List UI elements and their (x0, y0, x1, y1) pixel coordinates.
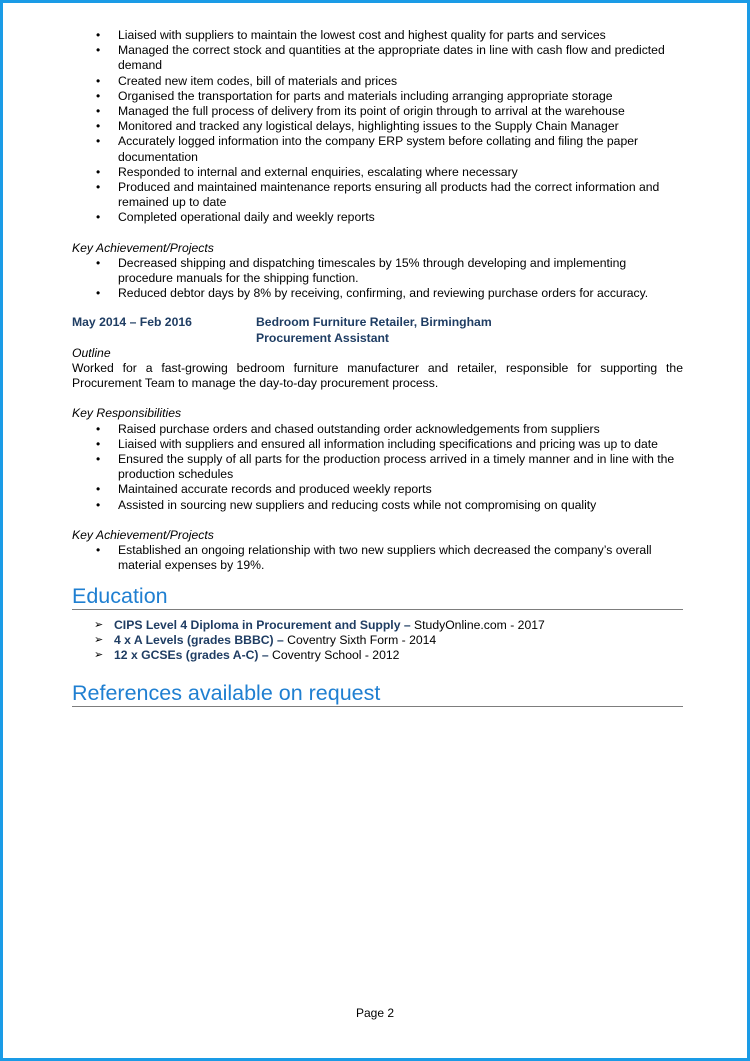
list-item: • Responded to internal and external enquiries, escalating where necessary (72, 165, 683, 180)
list-item: • Reduced debtor days by 8% by receiving, confirming, and reviewing purchase orders for accuracy. (72, 286, 683, 301)
references-heading: References available on request (72, 681, 683, 707)
job2-info (256, 315, 492, 345)
list-item: • Ensured the supply of all parts for the production process arrived in a timely manner and in line with the production schedules (72, 452, 683, 482)
list-item: • Managed the correct stock and quantities at the appropriate dates in line with cash flow and predicted demand (72, 43, 683, 73)
list-item: • Completed operational daily and weekly reports (72, 210, 683, 225)
cv-content (72, 28, 683, 707)
education-item (72, 618, 683, 633)
education-detail: Coventry School - 2012 (268, 648, 400, 663)
list-item: • Accurately logged information into the company ERP system before collating and filing the paper documentation (72, 134, 683, 164)
job2-responsibilities-list (72, 422, 683, 513)
page-number: Page 2 (355, 1006, 395, 1020)
job2-dates: May 2014 – Feb 2016 (72, 315, 192, 330)
education-heading: Education (72, 584, 683, 610)
job2-header (72, 315, 683, 345)
education-qualification: CIPS Level 4 Diploma in Procurement and Supply – (114, 617, 411, 632)
list-item: • Monitored and tracked any logistical delays, highlighting issues to the Supply Chain Manager (72, 119, 683, 134)
job1-responsibilities-list (72, 28, 683, 226)
education-item (72, 648, 683, 663)
job2-title: Procurement Assistant (256, 330, 389, 345)
education-item (72, 633, 683, 648)
education-list (72, 618, 683, 664)
job2-achievements-heading: Key Achievement/Projects (72, 527, 214, 542)
list-item: • Managed the full process of delivery from its point of origin through to arrival at the warehouse (72, 104, 683, 119)
education-qualification: 4 x A Levels (grades BBBC) – (114, 632, 284, 647)
job2-company: Bedroom Furniture Retailer, Birmingham (256, 315, 492, 330)
job1-achievements-heading: Key Achievement/Projects (72, 240, 214, 255)
list-item: • Maintained accurate records and produced weekly reports (72, 482, 683, 497)
list-item: • Created new item codes, bill of materials and prices (72, 74, 683, 89)
list-item: • Raised purchase orders and chased outstanding order acknowledgements from suppliers (72, 422, 683, 437)
job2-achievements-list (72, 543, 683, 573)
list-item: • Assisted in sourcing new suppliers and reducing costs while not compromising on quality (72, 498, 683, 513)
education-detail: Coventry Sixth Form - 2014 (283, 632, 437, 647)
list-item: • Decreased shipping and dispatching timescales by 15% through developing and implementing procedure manuals for the shipping function. (72, 256, 683, 286)
list-item: • Produced and maintained maintenance reports ensuring all products had the correct information and remained up to date (72, 180, 683, 210)
list-item: • Liaised with suppliers to maintain the lowest cost and highest quality for parts and services (72, 28, 683, 43)
job2-outline-text: Worked for a fast-growing bedroom furniture manufacturer and retailer, responsible for supporting the Procurement Team to manage the day-to-day procurement process. (72, 361, 683, 391)
list-item: • Organised the transportation for parts and materials including arranging appropriate storage (72, 89, 683, 104)
job2-responsibilities-heading: Key Responsibilities (72, 406, 182, 421)
job1-achievements-list (72, 256, 683, 302)
education-qualification: 12 x GCSEs (grades A-C) – (114, 648, 269, 663)
job2-outline-heading: Outline (72, 345, 111, 360)
list-item: • Established an ongoing relationship with two new suppliers which decreased the company’s overall material expenses by 19%. (72, 543, 683, 573)
list-item: • Liaised with suppliers and ensured all information including specifications and pricing was up to date (72, 437, 683, 452)
education-detail: StudyOnline.com - 2017 (410, 617, 545, 632)
